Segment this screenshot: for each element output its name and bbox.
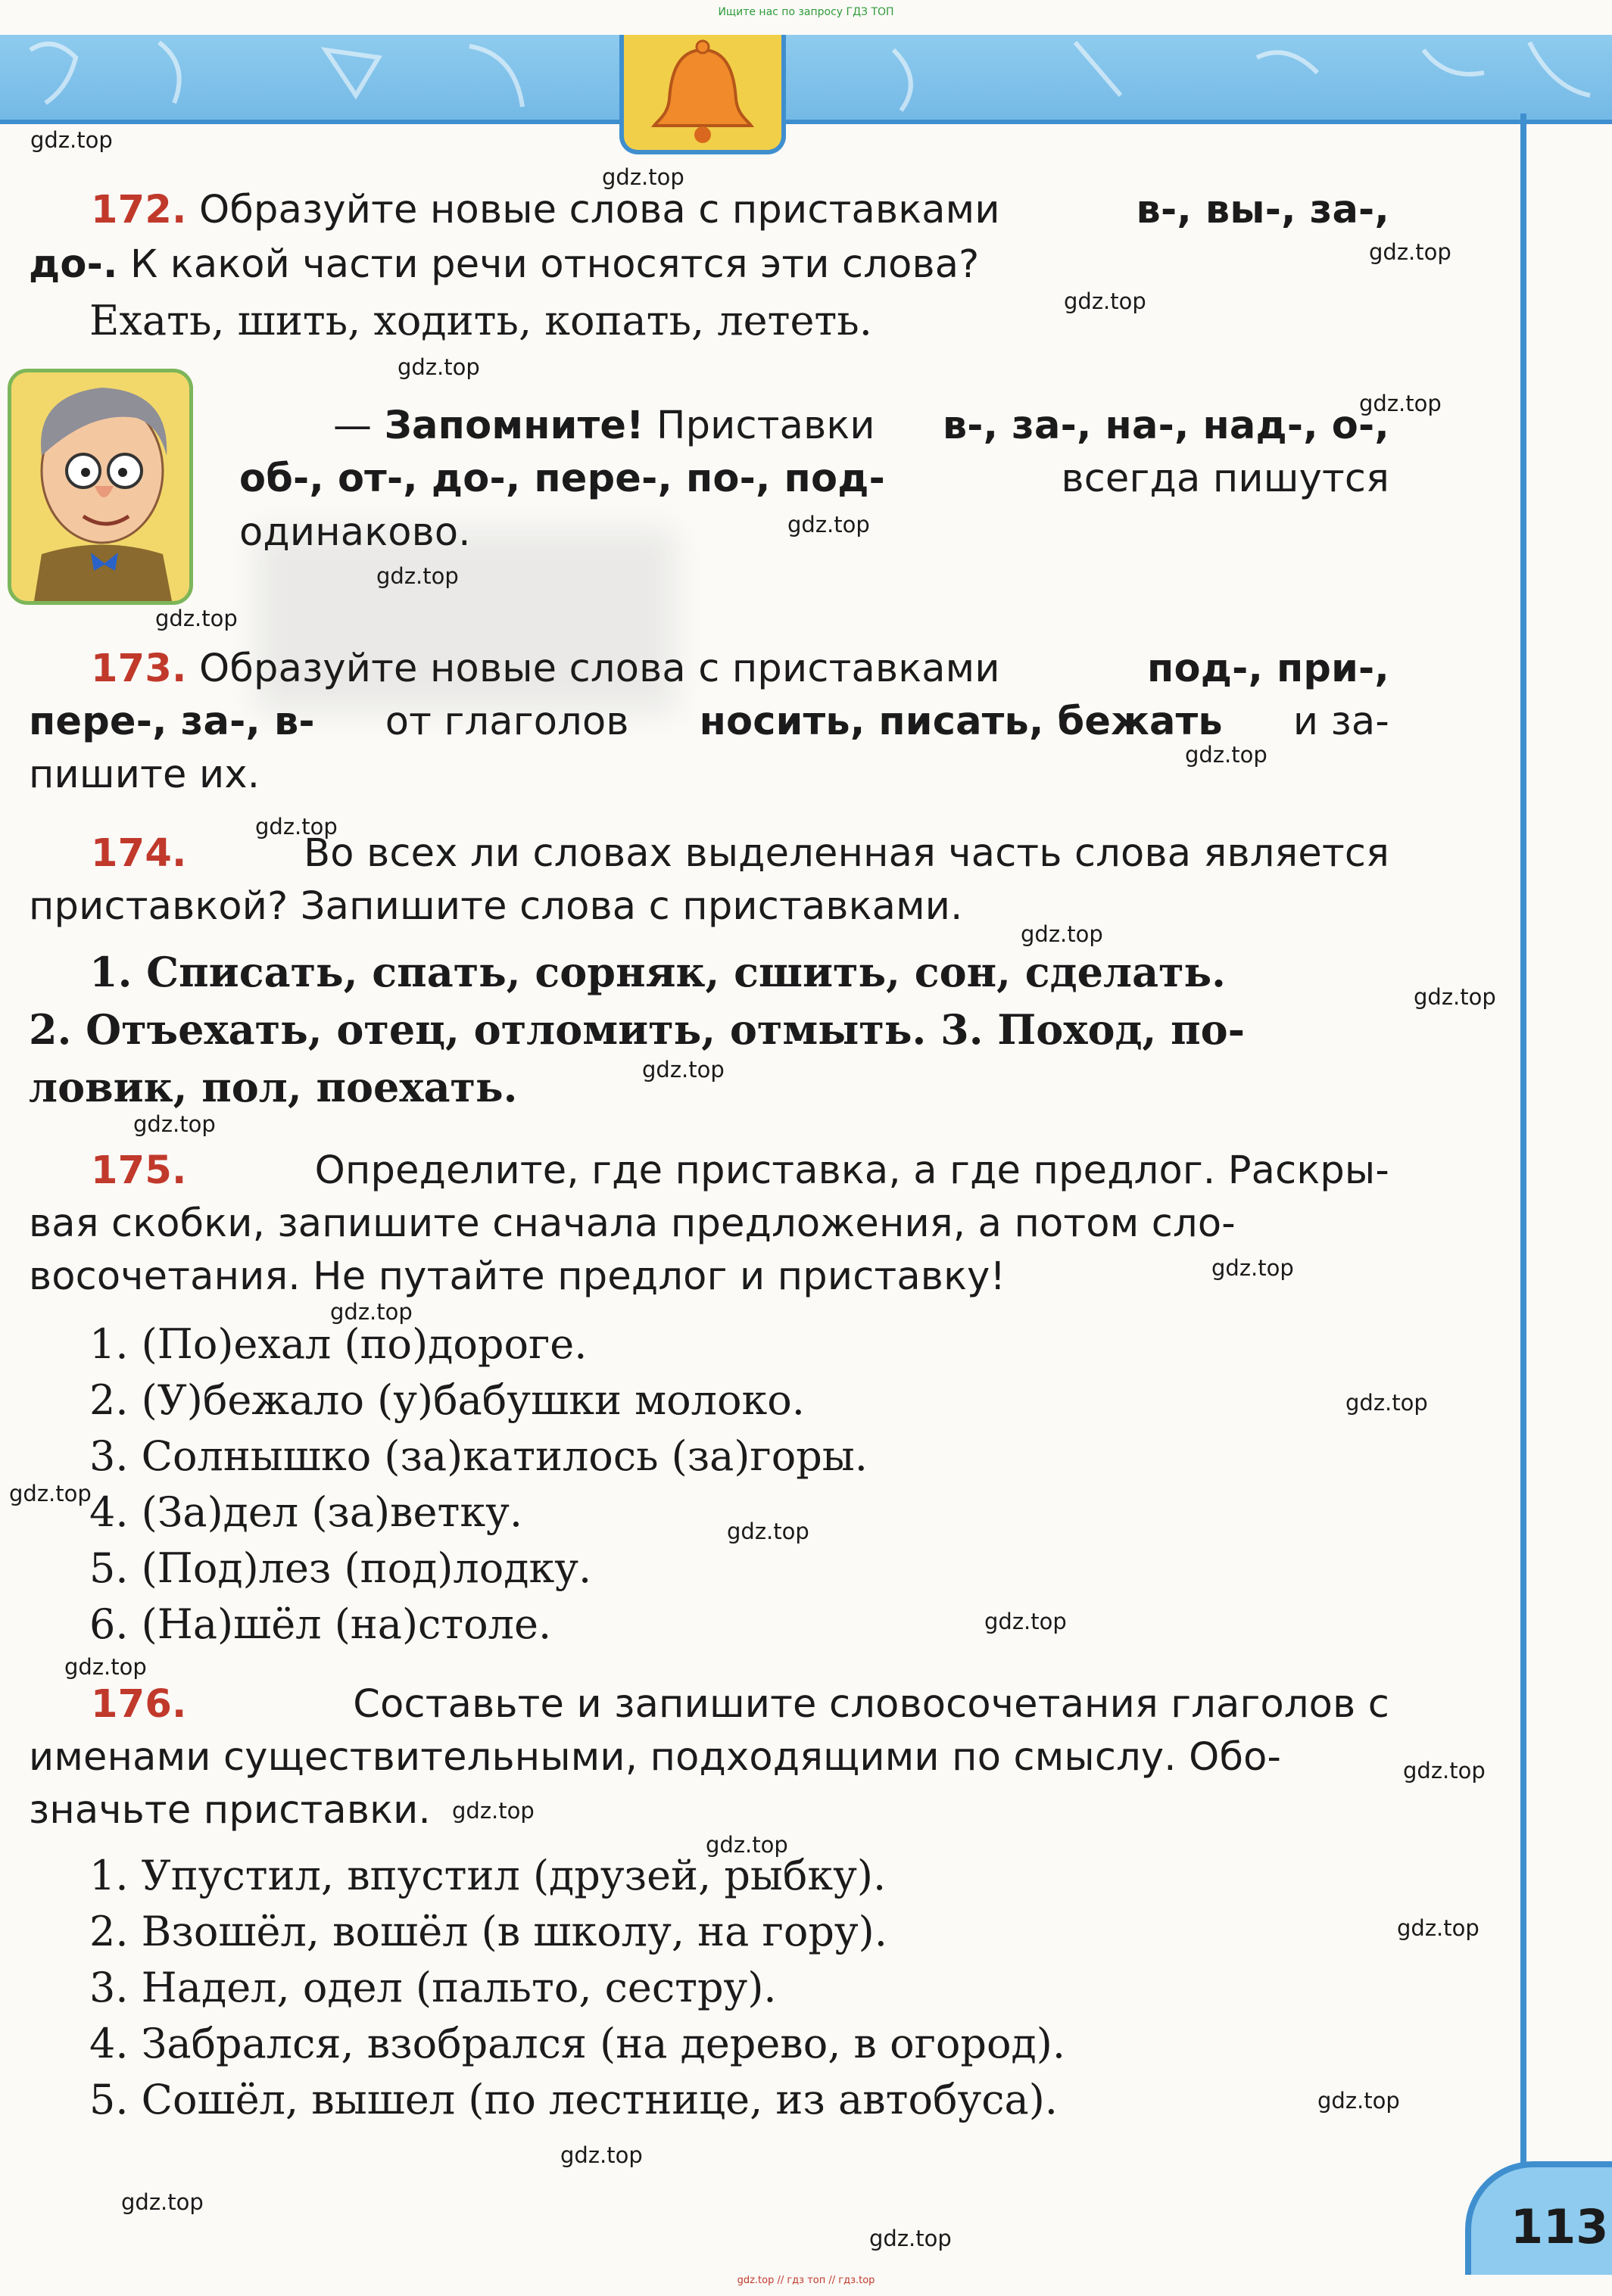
ex175-line2: вая скобки, запишите сначала предложения, а потом сло- <box>29 1201 1236 1246</box>
rule-always: всегда пишутся <box>1061 456 1389 501</box>
ex176-line3: значьте приставки. <box>29 1788 431 1833</box>
ex175-line1 <box>91 1148 1389 1193</box>
ex174-item-line1: 1. Списать, спать, сорняк, сшить, сон, сделать. <box>89 948 1226 996</box>
ex173-text: Образуйте новые слова с приставками <box>186 646 1000 691</box>
watermark: gdz.top <box>706 1832 788 1858</box>
ex176-item-4: 4. Забрался, взобрался (на дерево, в огород). <box>89 2020 1065 2067</box>
watermark: gdz.top <box>1359 391 1442 416</box>
watermark: gdz.top <box>1317 2088 1400 2114</box>
ex176-item-5: 5. Сошёл, вышел (по лестнице, из автобуса). <box>89 2076 1058 2123</box>
rule-text: Приставки <box>644 403 875 448</box>
watermark: gdz.top <box>602 164 684 190</box>
ex173-from: от глаголов <box>385 699 629 744</box>
watermark: gdz.top <box>64 1654 147 1680</box>
top-note: Ищите нас по запросу ГДЗ ТОП <box>718 6 894 18</box>
watermark: gdz.top <box>869 2226 952 2251</box>
watermark: gdz.top <box>9 1481 92 1506</box>
ex176-item-1: 1. Упустил, впустил (друзей, рыбку). <box>89 1852 887 1899</box>
watermark: gdz.top <box>255 814 338 840</box>
header-band <box>0 35 1612 124</box>
watermark: gdz.top <box>1021 921 1103 947</box>
rule-prefixes-2: об-, от-, до-, пере-, по-, под- <box>239 456 885 501</box>
rule-dash: — <box>333 403 385 448</box>
ex175-item-3: 3. Солнышко (за)катилось (за)горы. <box>89 1432 868 1480</box>
ex174-item-line3: ловик, пол, поехать. <box>29 1063 518 1111</box>
ex172-line2 <box>29 242 979 287</box>
right-frame <box>1520 114 1526 2203</box>
watermark: gdz.top <box>727 1519 809 1544</box>
rule-prefixes-1: в-, за-, на-, над-, о-, <box>942 403 1389 448</box>
ex174-item-line2: 2. Отъехать, отец, отломить, отмыть. 3. Поход, по- <box>29 1005 1246 1054</box>
ex174-line2: приставкой? Запишите слова с приставками. <box>29 884 963 929</box>
ex172-text: Образуйте новые слова с приставками <box>186 188 1000 232</box>
page-number: 113 <box>1511 2199 1609 2254</box>
ex173-number: 173. <box>91 646 187 691</box>
watermark: gdz.top <box>376 563 459 589</box>
watermark: gdz.top <box>452 1798 535 1824</box>
watermark: gdz.top <box>984 1609 1067 1634</box>
ex176-line1 <box>91 1682 1389 1727</box>
ex175-item-2: 2. (У)бежало (у)бабушки молоко. <box>89 1376 805 1424</box>
watermark: gdz.top <box>398 354 480 380</box>
watermark: gdz.top <box>1369 239 1451 265</box>
ex173-and: и за- <box>1292 699 1389 744</box>
ex174-number: 174. <box>91 831 187 876</box>
watermark: gdz.top <box>30 127 113 153</box>
rule-line1 <box>333 403 1389 448</box>
ex172-words: Ехать, шить, ходить, копать, лететь. <box>89 297 872 344</box>
ex172-prefixes: в-, вы-, за-, <box>1136 188 1389 232</box>
ex175-item-6: 6. (На)шёл (на)столе. <box>89 1600 552 1648</box>
ex172-number: 172. <box>91 188 187 232</box>
bottom-note: gdz.top // гдз топ // гдз.top <box>737 2275 875 2286</box>
ex175-item-1: 1. (По)ехал (по)дороге. <box>89 1320 588 1368</box>
ex172-line1 <box>91 188 1389 232</box>
watermark: gdz.top <box>787 512 870 537</box>
header-bell-box <box>619 35 786 154</box>
watermark: gdz.top <box>121 2189 204 2215</box>
ex174-text: Во всех ли словах выделенная часть слова является <box>304 831 1389 876</box>
watermark: gdz.top <box>330 1299 413 1325</box>
ex173-prefixes-2: пере-, за-, в- <box>29 699 315 744</box>
professor-mascot <box>8 369 193 605</box>
watermark: gdz.top <box>560 2142 643 2168</box>
watermark: gdz.top <box>1185 742 1267 768</box>
ex175-item-4: 4. (За)дел (за)ветку. <box>89 1488 523 1536</box>
watermark: gdz.top <box>642 1057 725 1083</box>
ex172-prefix-do: до-. <box>29 242 118 287</box>
watermark: gdz.top <box>1345 1390 1428 1416</box>
header-decoration <box>0 35 1612 120</box>
watermark: gdz.top <box>133 1111 216 1137</box>
rule-line3: одинаково. <box>239 510 471 555</box>
watermark: gdz.top <box>1414 984 1496 1010</box>
watermark: gdz.top <box>1397 1915 1479 1941</box>
ex175-line3: восочетания. Не путайте предлог и приставку! <box>29 1254 1006 1299</box>
ex173-line2 <box>29 699 1389 744</box>
ex173-line1 <box>91 646 1389 691</box>
ex176-number: 176. <box>91 1682 187 1727</box>
ex173-line3: пишите их. <box>29 752 260 797</box>
watermark: gdz.top <box>1064 288 1146 314</box>
ex173-prefixes: под-, при-, <box>1147 646 1389 691</box>
ex176-item-2: 2. Взошёл, вошёл (в школу, на гору). <box>89 1908 887 1955</box>
rule-line2 <box>239 456 1389 501</box>
ex175-item-5: 5. (Под)лез (под)лодку. <box>89 1544 592 1592</box>
bell-icon <box>624 35 781 148</box>
watermark: gdz.top <box>1403 1758 1486 1784</box>
professor-icon <box>11 372 189 601</box>
ex176-text: Составьте и запишите словосочетания глаголов с <box>353 1682 1389 1727</box>
ex175-text: Определите, где приставка, а где предлог. Раскры- <box>314 1148 1389 1193</box>
ex173-verbs: носить, писать, бежать <box>699 699 1223 744</box>
ex176-line2: именами существительными, подходящими по смыслу. Обо- <box>29 1735 1282 1780</box>
ex172-question: К какой части речи относятся эти слова? <box>117 242 980 287</box>
ex176-item-3: 3. Надел, одел (пальто, сестру). <box>89 1964 777 2011</box>
rule-remember: Запомните! <box>384 403 644 448</box>
ex175-number: 175. <box>91 1148 187 1193</box>
watermark: gdz.top <box>1211 1255 1294 1281</box>
watermark: gdz.top <box>155 606 238 631</box>
